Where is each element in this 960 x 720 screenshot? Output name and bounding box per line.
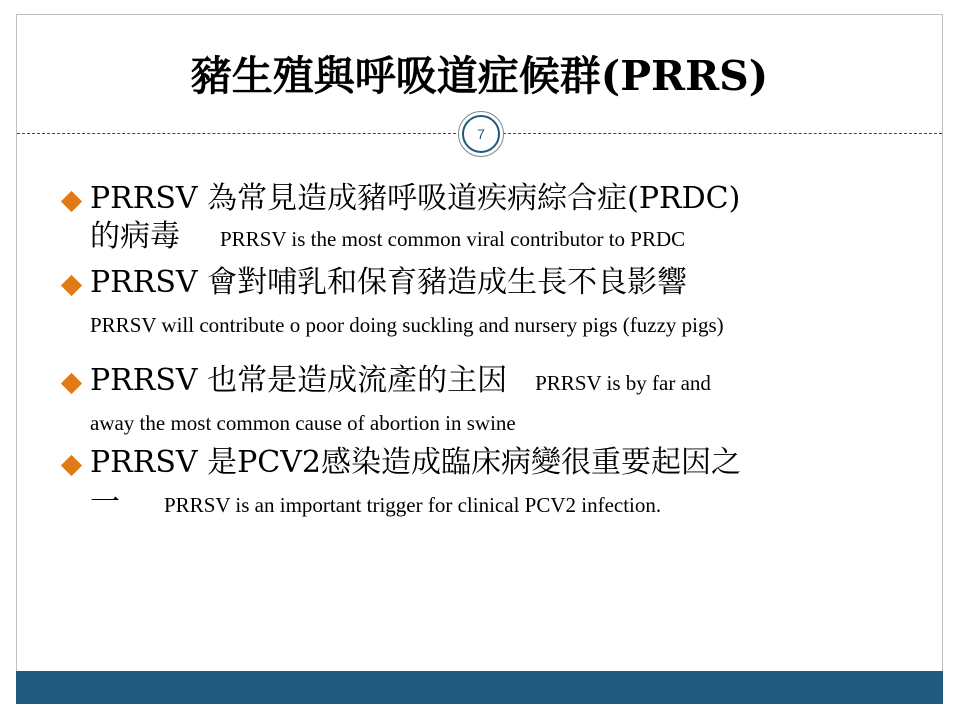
bullet-continuation-text: 的病毒: [90, 219, 180, 254]
slide-title: 豬生殖與呼吸道症候群(PRRS): [190, 52, 769, 100]
diamond-bullet-icon: [61, 373, 82, 394]
diamond-bullet-icon: [61, 275, 82, 296]
bullet-item: [62, 261, 912, 359]
bullet-english-text: PRRSV will contribute o poor doing suckling and nursery pigs (fuzzy pigs): [90, 313, 724, 337]
bullet-english-text: PRRSV is by far and: [535, 371, 711, 395]
bullet-item: [62, 359, 912, 441]
bullet-item: [62, 177, 912, 261]
bullet-main-text: PRRSV 為常見造成豬呼吸道疾病綜合症(PRDC): [90, 181, 741, 216]
bullet-english-text: PRRSV is the most common viral contributor to PRDC: [220, 227, 686, 251]
footer-bar: [16, 671, 943, 704]
bullet-main-text: PRRSV 是PCV2感染造成臨床病變很重要起因之: [90, 445, 742, 480]
diamond-bullet-icon: [61, 191, 82, 212]
diamond-bullet-icon: [61, 455, 82, 476]
bullet-list: [62, 177, 912, 525]
bullet-english-text: PRRSV is an important trigger for clinical PCV2 infection.: [164, 493, 662, 517]
bullet-main-text: PRRSV 也常是造成流產的主因: [90, 363, 508, 398]
page-number: 7: [462, 115, 500, 153]
bullet-english-continuation: away the most common cause of abortion in swine: [90, 411, 516, 435]
bullet-main-text: PRRSV 會對哺乳和保育豬造成生長不良影響: [90, 265, 688, 300]
bullet-continuation-text: 一: [90, 485, 120, 520]
bullet-item: [62, 441, 912, 525]
page-number-badge: [458, 111, 504, 157]
